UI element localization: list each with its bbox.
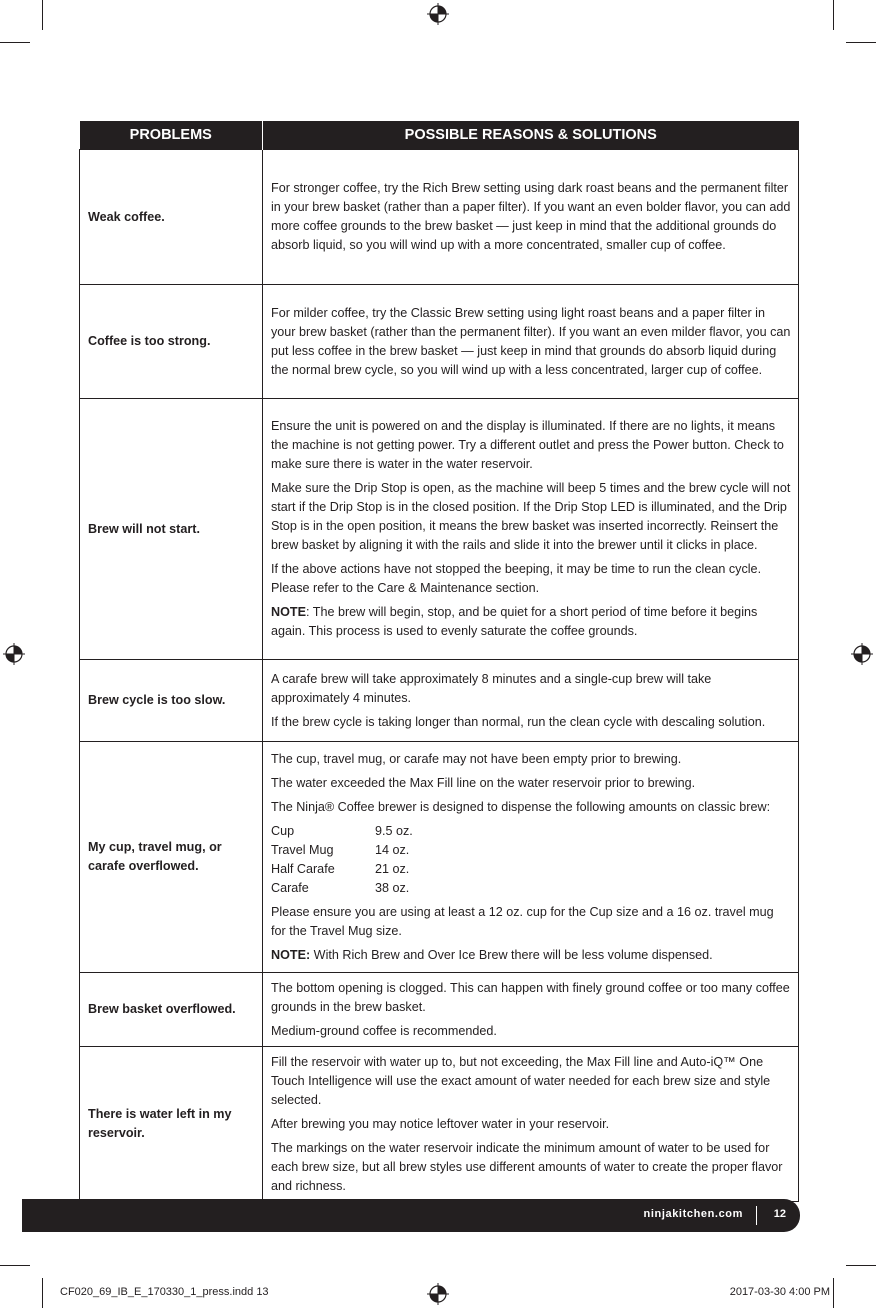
- header-problems: PROBLEMS: [80, 121, 263, 150]
- problem-cell: Brew basket overflowed.: [80, 973, 263, 1047]
- registration-mark-icon: [427, 3, 449, 25]
- registration-mark-icon: [851, 643, 873, 665]
- registration-mark-icon: [427, 1283, 449, 1305]
- solution-text: If the above actions have not stopped the beeping, it may be time to run the clean cycle. Please refer to the Care & Maintenance section.: [271, 562, 762, 595]
- problem-cell: Coffee is too strong.: [80, 285, 263, 399]
- problem-cell: Brew cycle is too slow.: [80, 660, 263, 742]
- table-row: [80, 150, 799, 285]
- table-header-row: [80, 121, 799, 150]
- page-number: 12: [773, 1208, 786, 1220]
- solution-cell: [263, 1047, 799, 1202]
- slug-timestamp: 2017-03-30 4:00 PM: [729, 1286, 830, 1298]
- table-row: [80, 660, 799, 742]
- amount-label: Travel Mug: [271, 842, 334, 857]
- note-label: NOTE:: [271, 947, 311, 962]
- footer-divider: [756, 1206, 757, 1225]
- note-text: With Rich Brew and Over Ice Brew there will be less volume dispensed.: [310, 947, 713, 962]
- amount-row: [271, 879, 413, 898]
- amount-value: 9.5 oz.: [375, 823, 413, 838]
- crop-mark: [0, 1265, 30, 1266]
- crop-mark: [0, 42, 30, 43]
- crop-mark: [833, 0, 834, 30]
- solution-text: The markings on the water reservoir indicate the minimum amount of water to be used for each brew size, but all brew styles use different amounts of water to create the proper flavor and richness.: [271, 1140, 783, 1193]
- problem-cell: My cup, travel mug, or carafe overflowed.: [80, 742, 263, 973]
- solution-text: Ensure the unit is powered on and the display is illuminated. If there are no lights, it means the machine is not getting power. Try a different outlet and press the Power button. Check to make sure there is water in the water reservoir.: [271, 419, 784, 471]
- amount-row: [271, 822, 413, 841]
- header-solutions: POSSIBLE REASONS & SOLUTIONS: [263, 121, 799, 150]
- amount-value: 38 oz.: [375, 880, 410, 895]
- problem-cell: Weak coffee.: [80, 150, 263, 285]
- amount-value: 21 oz.: [375, 861, 410, 876]
- solution-text: Make sure the Drip Stop is open, as the machine will beep 5 times and the brew cycle will not start if the Drip Stop is in the closed position. If the Drip Stop LED is illuminated, and the Drip Stop is in the open position, it means the brew basket was inserted incorrectly. Reinsert the brew basket by aligning it with the rails and slide it into the brewer until it clicks in place.: [271, 481, 791, 552]
- solution-text: The Ninja® Coffee brewer is designed to dispense the following amounts on classic brew:: [271, 799, 771, 814]
- amount-value: 14 oz.: [375, 842, 410, 857]
- amount-row: [271, 860, 413, 879]
- problem-cell: Brew will not start.: [80, 399, 263, 660]
- solution-text: For stronger coffee, try the Rich Brew setting using dark roast beans and the permanent filter in your brew basket (rather than a paper filter). If you want an even bolder flavor, you can add more coffee grounds to the brew basket — just keep in mind that the additional grounds do absorb liquid, so you will wind up with a more concentrated, smaller cup of coffee.: [271, 181, 791, 252]
- solution-cell: [263, 660, 799, 742]
- solution-cell: [263, 742, 799, 973]
- note-text: : The brew will begin, stop, and be quiet for a short period of time before it begins again. This process is used to evenly saturate the coffee grounds.: [271, 605, 758, 638]
- solution-text: Fill the reservoir with water up to, but not exceeding, the Max Fill line and Auto-iQ™ One Touch Intelligence will use the exact amount of water needed for each brew size and style selected.: [271, 1054, 771, 1107]
- solution-text: For milder coffee, try the Classic Brew setting using light roast beans and a paper filter in your brew basket (rather than the permanent filter). If you want an even milder flavor, you can put less coffee in the brew basket — just keep in mind that grounds do absorb liquid during the normal brew cycle, so you will wind up with a less concentrated, larger cup of coffee.: [271, 305, 791, 377]
- problem-cell: There is water left in my reservoir.: [80, 1047, 263, 1202]
- troubleshooting-table: [79, 121, 799, 1202]
- solution-text: A carafe brew will take approximately 8 minutes and a single-cup brew will take approximately 4 minutes.: [271, 671, 712, 705]
- table-row: [80, 399, 799, 660]
- crop-mark: [846, 42, 876, 43]
- registration-mark-icon: [3, 643, 25, 665]
- table-row: [80, 1047, 799, 1202]
- solution-text: If the brew cycle is taking longer than normal, run the clean cycle with descaling solution.: [271, 714, 766, 729]
- amount-label: Carafe: [271, 880, 309, 895]
- amounts-table: [271, 822, 413, 898]
- crop-mark: [42, 0, 43, 30]
- crop-mark: [42, 1278, 43, 1308]
- amount-label: Half Carafe: [271, 861, 335, 876]
- solution-text: The bottom opening is clogged. This can happen with finely ground coffee or too many coffee grounds in the brew basket.: [271, 980, 790, 1014]
- solution-text: Please ensure you are using at least a 12 oz. cup for the Cup size and a 16 oz. travel mug for the Travel Mug size.: [271, 904, 774, 938]
- amount-row: [271, 841, 413, 860]
- footer-website: ninjakitchen.com: [643, 1208, 743, 1220]
- table-row: [80, 742, 799, 973]
- solution-text: The water exceeded the Max Fill line on the water reservoir prior to brewing.: [271, 775, 696, 790]
- solution-cell: [263, 973, 799, 1047]
- note-label: NOTE: [271, 605, 306, 619]
- note-paragraph: [271, 603, 791, 641]
- solution-text: After brewing you may notice leftover water in your reservoir.: [271, 1116, 610, 1131]
- note-paragraph: [271, 946, 791, 965]
- table-row: [80, 973, 799, 1047]
- solution-cell: [263, 285, 799, 399]
- slug-filename: CF020_69_IB_E_170330_1_press.indd 13: [60, 1286, 269, 1298]
- footer-bar: [22, 1199, 800, 1232]
- crop-mark: [846, 1265, 876, 1266]
- solution-text: Medium-ground coffee is recommended.: [271, 1023, 497, 1038]
- solution-cell: [263, 150, 799, 285]
- table-row: [80, 285, 799, 399]
- crop-mark: [833, 1278, 834, 1308]
- solution-text: The cup, travel mug, or carafe may not have been empty prior to brewing.: [271, 751, 682, 766]
- solution-cell: [263, 399, 799, 660]
- amount-label: Cup: [271, 823, 295, 838]
